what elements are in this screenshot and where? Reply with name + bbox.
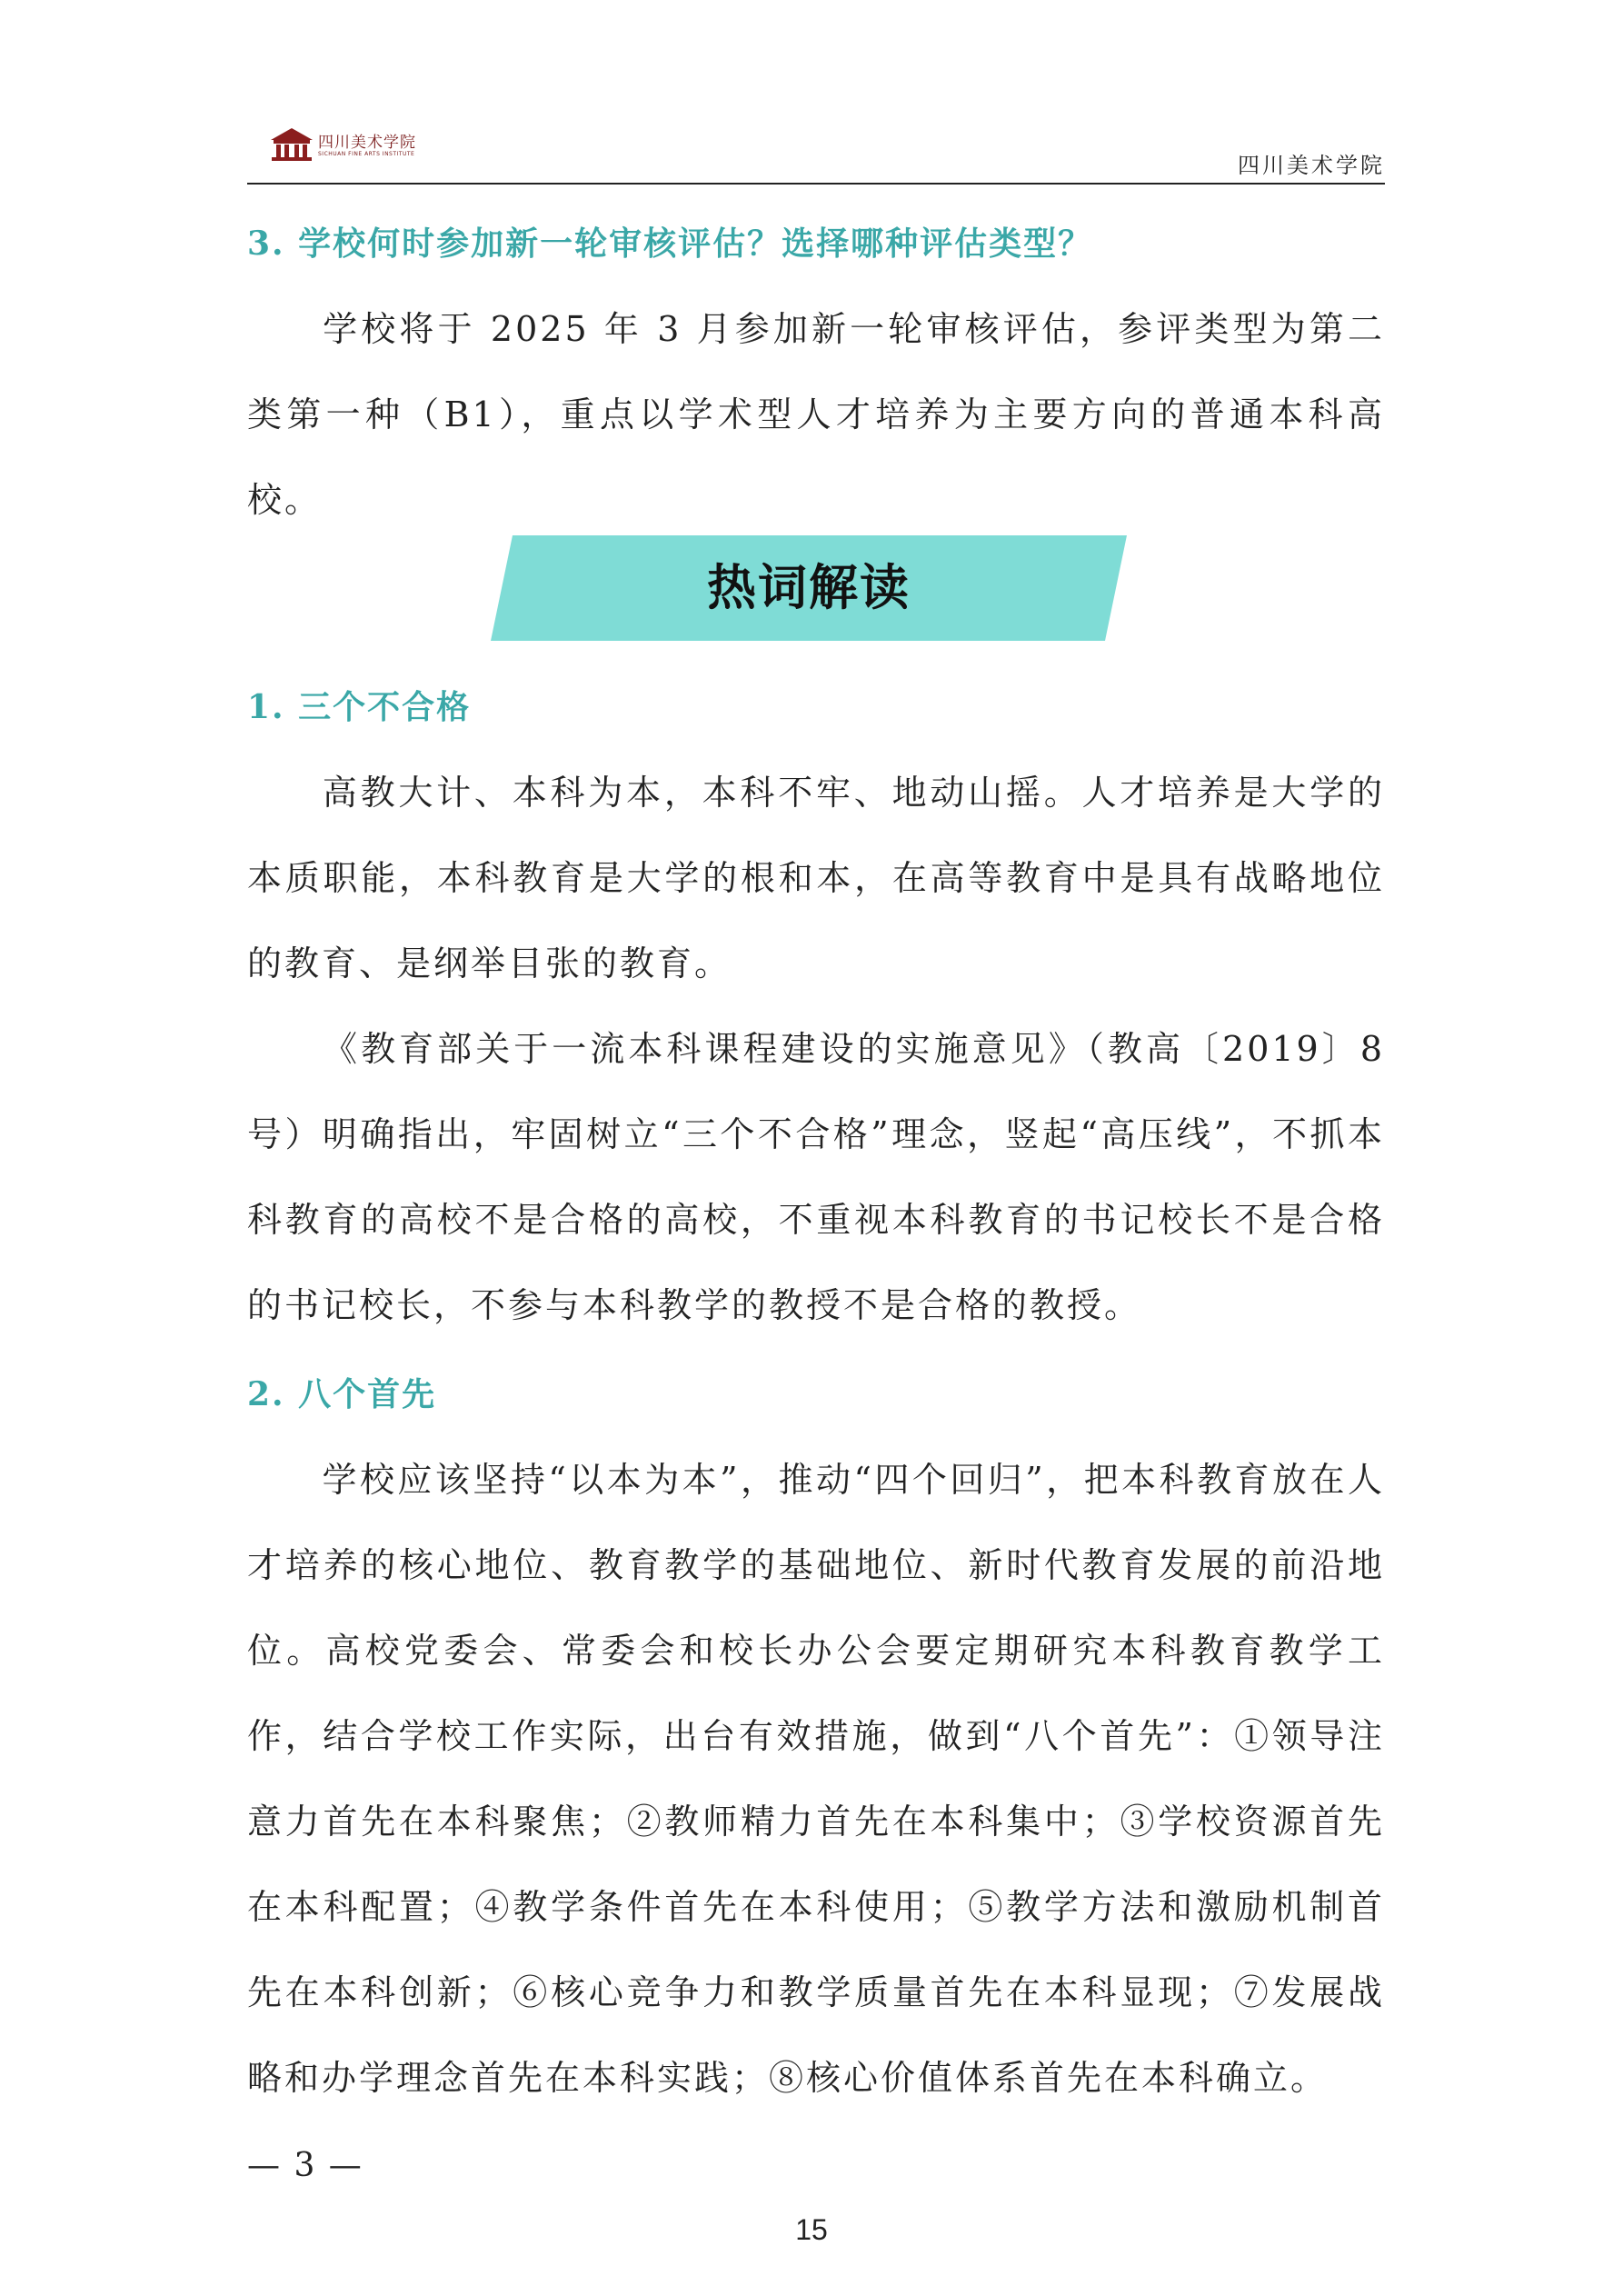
- hotword-heading-2: 2. 八个首先: [247, 1375, 437, 1413]
- hotword-2-paragraph-text: 学校应该坚持“以本为本”，推动“四个回归”，把本科教育放在人才培养的核心地位、教育教学的基础地位、新时代教育发展的前沿地位。高校党委会、常委会和校长办公会要定期研究本科教育教学工作，结合学校工作实际，出台有效措施，做到“八个首先”：①领导注意力首先在本科聚焦；②教师精力首先在本科集中；③学校资源首先在本科配置；④教学条件首先在本科使用；⑤教学方法和激励机制首先在本科创新；⑥核心竞争力和教学质量首先在本科显现；⑦发展战略和办学理念首先在本科实践；⑧核心价值体系首先在本科确立。: [247, 1460, 1385, 2098]
- hotword-heading-1: 1. 三个不合格: [247, 688, 472, 726]
- hotword-1-paragraph-2-text: 《教育部关于一流本科课程建设的实施意见》（教高〔2019〕8号）明确指出，牢固树立“三个不合格”理念，竖起“高压线”，不抓本科教育的高校不是合格的高校，不重视本科教育的书记校长不是合格的书记校长，不参与本科教学的教授不是合格的教授。: [247, 1029, 1385, 1325]
- section-heading-q3: 3. 学校何时参加新一轮审核评估？选择哪种评估类型？: [247, 225, 1093, 263]
- header-school-name: 四川美术学院: [1238, 153, 1385, 178]
- hotword-1-paragraph-1-text: 高教大计、本科为本，本科不牢、地动山摇。人才培养是大学的本质职能，本科教育是大学的根和本，在高等教育中是具有战略地位的教育、是纲举目张的教育。: [247, 773, 1385, 983]
- hotword-1-paragraph-2: [247, 1006, 1385, 1348]
- paragraph-q3: [247, 286, 1385, 543]
- school-logo: [269, 125, 414, 169]
- booklet-page-number: — 3 —: [247, 2147, 363, 2184]
- hotword-1-paragraph-1: [247, 750, 1385, 1006]
- hotword-banner: [491, 535, 1127, 641]
- school-building-icon: [269, 125, 314, 162]
- logo-text: 四川美术学院: [318, 134, 416, 152]
- hotword-2-paragraph: [247, 1437, 1385, 2121]
- header-divider: [247, 183, 1385, 185]
- pdf-page-number: 15: [795, 2213, 828, 2246]
- paragraph-q3-text: 学校将于 2025 年 3 月参加新一轮审核评估，参评类型为第二类第一种（B1），重点以学术型人才培养为主要方向的普通本科高校。: [247, 309, 1385, 520]
- logo-subtext: SICHUAN FINE ARTS INSTITUTE: [318, 151, 415, 157]
- banner-title: 热词解读: [707, 559, 911, 616]
